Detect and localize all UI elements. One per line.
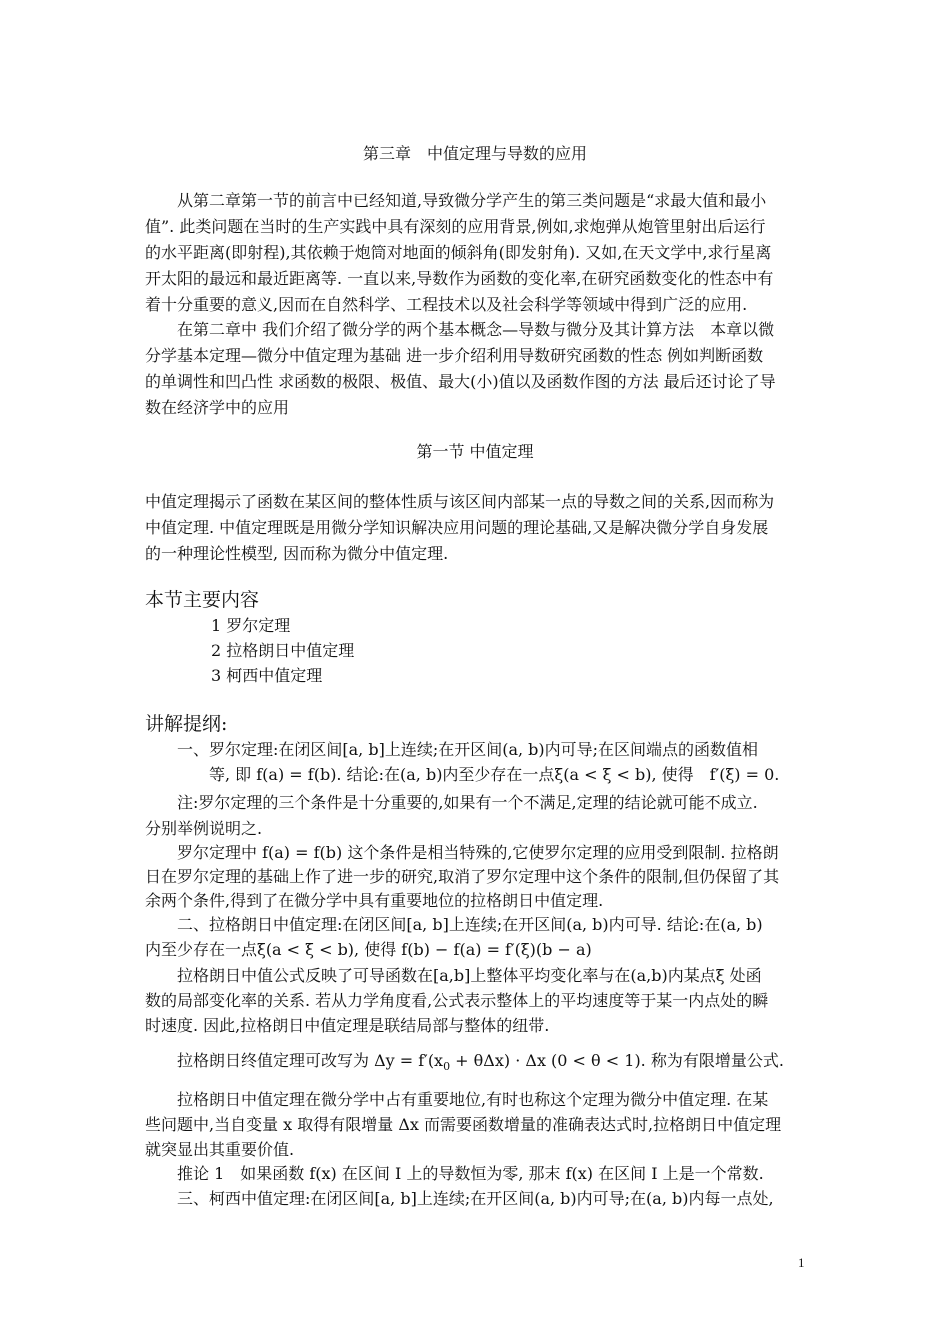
intro-p2-line: 的单调性和凹凸性 求函数的极限、极值、最大(小)值以及函数作图的方法 最后还讨论了导	[145, 372, 776, 391]
finite-increment-formula	[177, 1051, 784, 1077]
intro-p2-line: 在第二章中 我们介绍了微分学的两个基本概念—导数与微分及其计算方法 本章以微	[177, 320, 775, 339]
lagrange-meaning-line: 数的局部变化率的关系. 若从力学角度看,公式表示整体上的平均速度等于某一内点处的瞬	[145, 991, 769, 1010]
lagrange-importance-line: 些问题中,当自变量 x 取得有限增量 Δx 而需要函数增量的准确表达式时,拉格朗日中值定理	[145, 1115, 782, 1134]
section-intro-line: 中值定理. 中值定理既是用微分学知识解决应用问题的理论基础,又是解决微分学自身发展	[145, 518, 769, 537]
rolle-note-line: 分别举例说明之.	[145, 819, 263, 838]
cauchy-theorem-line: 三、柯西中值定理:在闭区间[a, b]上连续;在开区间(a, b)内可导;在(a, b)内每一点处,	[177, 1189, 774, 1208]
intro-p2-line: 分学基本定理—微分中值定理为基础 进一步介绍利用导数研究函数的性态 例如判断函数	[145, 346, 764, 365]
formula-subscript: 0	[443, 1060, 451, 1073]
intro-p1-line: 从第二章第一节的前言中已经知道,导致微分学产生的第三类问题是“求最大值和最小	[177, 191, 767, 210]
rolle-theorem-line: 等, 即 f(a) = f(b). 结论:在(a, b)内至少存在一点ξ(a < ξ < b), 使得 f′(ξ) = 0.	[209, 765, 780, 784]
formula-text: 拉格朗日终值定理可改写为 Δy = f′(x	[177, 1051, 444, 1070]
lagrange-importance-line: 就突显出其重要价值.	[145, 1140, 295, 1159]
intro-p1-line: 开太阳的最远和最近距离等. 一直以来,导数作为函数的变化率,在研究函数变化的性态中有	[145, 269, 774, 288]
intro-p2-line: 数在经济学中的应用	[145, 398, 290, 417]
intro-p1-line: 值”. 此类问题在当时的生产实践中具有深刻的应用背景,例如,求炮弹从炮管里射出后运行	[145, 217, 766, 236]
lagrange-theorem-line: 内至少存在一点ξ(a < ξ < b), 使得 f(b) − f(a) = f′(ξ)(b − a)	[145, 940, 592, 959]
lagrange-theorem-line: 二、拉格朗日中值定理:在闭区间[a, b]上连续;在开区间(a, b)内可导. 结论:在(a, b)	[177, 915, 763, 934]
corollary-1: 推论 1 如果函数 f(x) 在区间 I 上的导数恒为零, 那末 f(x) 在区间 I 上是一个常数.	[177, 1164, 764, 1183]
content-item: 3 柯西中值定理	[211, 666, 323, 685]
lagrange-meaning-line: 拉格朗日中值公式反映了可导函数在[a,b]上整体平均变化率与在(a,b)内某点ξ 处函	[177, 966, 762, 985]
content-item: 2 拉格朗日中值定理	[211, 641, 355, 660]
intro-p1-line: 的水平距离(即射程),其依赖于炮筒对地面的倾斜角(即发射角). 又如,在天文学中,求行星离	[145, 243, 772, 262]
lagrange-meaning-line: 时速度. 因此,拉格朗日中值定理是联结局部与整体的纽带.	[145, 1016, 550, 1035]
main-content-heading: 本节主要内容	[145, 589, 260, 611]
rolle-remark-line: 余两个条件,得到了在微分学中具有重要地位的拉格朗日中值定理.	[145, 891, 604, 910]
lagrange-importance-line: 拉格朗日中值定理在微分学中占有重要地位,有时也称这个定理为微分中值定理. 在某	[177, 1090, 769, 1109]
content-item: 1 罗尔定理	[211, 616, 291, 635]
section-intro-line: 的一种理论性模型, 因而称为微分中值定理.	[145, 544, 449, 563]
chapter-title: 第三章 中值定理与导数的应用	[362, 144, 587, 163]
section-title: 第一节 中值定理	[416, 442, 534, 461]
section-intro-line: 中值定理揭示了函数在某区间的整体性质与该区间内部某一点的导数之间的关系,因而称为	[145, 492, 775, 511]
rolle-note-line: 注:罗尔定理的三个条件是十分重要的,如果有一个不满足,定理的结论就可能不成立.	[177, 793, 758, 812]
intro-p1-line: 着十分重要的意义,因而在自然科学、工程技术以及社会科学等领域中得到广泛的应用.	[145, 295, 748, 314]
rolle-remark-line: 日在罗尔定理的基础上作了进一步的研究,取消了罗尔定理中这个条件的限制,但仍保留了其	[145, 867, 780, 886]
formula-text: + θΔx) · Δx (0 < θ < 1). 称为有限增量公式.	[450, 1051, 784, 1070]
rolle-remark-line: 罗尔定理中 f(a) = f(b) 这个条件是相当特殊的,它使罗尔定理的应用受到限制. 拉格朗	[177, 843, 779, 862]
page-number: 1	[798, 1255, 805, 1270]
outline-heading: 讲解提纲:	[145, 713, 228, 735]
rolle-theorem-line: 一、罗尔定理:在闭区间[a, b]上连续;在开区间(a, b)内可导;在区间端点的函数值相	[177, 740, 759, 759]
